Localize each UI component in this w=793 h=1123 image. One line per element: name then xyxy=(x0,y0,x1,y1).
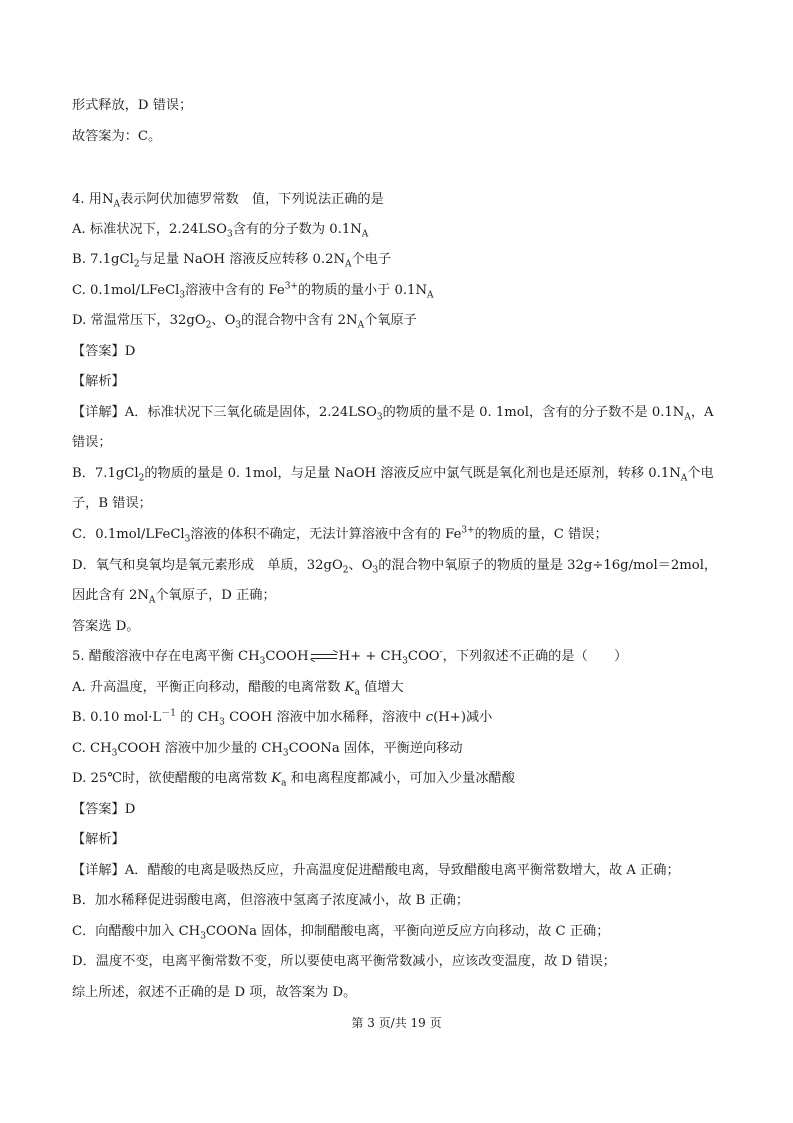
question-5-stem: 5. 醋酸溶液中存在电离平衡 $CH_3COOH$ $H+ + CH_3COO^-$，下列叙述不正确的是（ ） xyxy=(72,647,628,667)
explanation-line: 错误； xyxy=(72,435,112,450)
explanation-line: 答案选 D。 xyxy=(72,619,140,634)
question-5-option-d: D. 25℃时，欲使醋酸的电离常数 $K_a$ 和电离程度都减小，可加入少量冰醋酸 xyxy=(72,771,515,789)
question-4-option-d: D. 常温常压下，$32gO_2$、$O_3$的混合物中含有 $2N_A$个氧原子 xyxy=(72,313,417,331)
explanation-line: 综上所述，叙述不正确的是 D 项，故答案为 D。 xyxy=(72,985,357,1000)
explanation-line: 【详解】A．标准状况下三氧化硫是固体，$2.24LSO_3$的物质的量不是 0. 1mol，含有的分子数不是 $0.1N_A$，A xyxy=(72,405,714,423)
text-line: 故答案为：C。 xyxy=(72,129,162,144)
question-5-option-b: B. 0.10 $mol\cdot L^{-1}$ 的 $CH_3$ COOH 溶液中加水稀释，溶液中 c(H+)减小 xyxy=(72,708,493,728)
explanation-line: C．0.1mol/LFeCl$_3$溶液的体积不确定，无法计算溶液中含有的 $Fe^{3+}$的物质的量，C 错误； xyxy=(72,525,608,545)
analysis-label: 【解析】 xyxy=(72,374,125,389)
page-footer: 第 3 页/共 19 页 xyxy=(351,1016,442,1030)
text-line: 形式释放，D 错误； xyxy=(72,98,193,113)
explanation-line: 子，B 错误； xyxy=(72,496,152,511)
equilibrium-arrow-icon xyxy=(311,652,337,662)
explanation-line: C．向醋酸中加入 $CH_3COONa$ 固体，抑制醋酸电离，平衡向逆反应方向移动，故 C 正确； xyxy=(72,924,610,942)
explanation-line: D．氧气和臭氧均是氧元素形成 单质，$32gO_2$、$O_3$的混合物中氧原子的物质的量是 32g÷16g/mol＝2mol， xyxy=(72,558,718,576)
explanation-line: B．加水稀释促进弱酸电离，但溶液中氢离子浓度减小，故 B 正确； xyxy=(72,893,470,908)
explanation-line: 因此含有 $2N_A$个氧原子，D 正确； xyxy=(72,588,276,606)
question-4-option-b: B. 7.1gCl$_2$与足量 NaOH 溶液反应转移 $0.2N_A$个电子 xyxy=(72,252,392,270)
answer-label: 【答案】D xyxy=(72,802,136,817)
analysis-label: 【解析】 xyxy=(72,832,125,847)
question-5-option-c: C. $CH_3COOH$ 溶液中加少量的 $CH_3COONa$ 固体，平衡逆向移动 xyxy=(72,741,463,759)
question-4-stem: 4. 用$N_A$表示阿伏加德罗常数 值，下列说法正确的是 xyxy=(72,192,384,210)
explanation-line: B．7.1gCl$_2$的物质的量是 0. 1mol，与足量 NaOH 溶液反应中氯气既是氧化剂也是还原剂，转移 $0.1N_A$个电 xyxy=(72,466,714,484)
answer-label: 【答案】D xyxy=(72,344,136,359)
question-4-option-a: A. 标准状况下，$2.24LSO_3$含有的分子数为 $0.1N_A$ xyxy=(72,222,369,240)
explanation-line: D．温度不变，电离平衡常数不变，所以要使电离平衡常数减小，应该改变温度，故 D 错误； xyxy=(72,954,616,969)
question-5-option-a: A. 升高温度，平衡正向移动，醋酸的电离常数 $K_a$ 值增大 xyxy=(72,680,404,698)
explanation-line: 【详解】A．醋酸的电离是吸热反应，升高温度促进醋酸电离，导致醋酸电离平衡常数增大，故 A 正确； xyxy=(72,863,680,878)
question-4-option-c: C. 0.1mol/LFeCl$_3$溶液中含有的 $Fe^{3+}$的物质的量小于 $0.1N_A$ xyxy=(72,281,434,301)
